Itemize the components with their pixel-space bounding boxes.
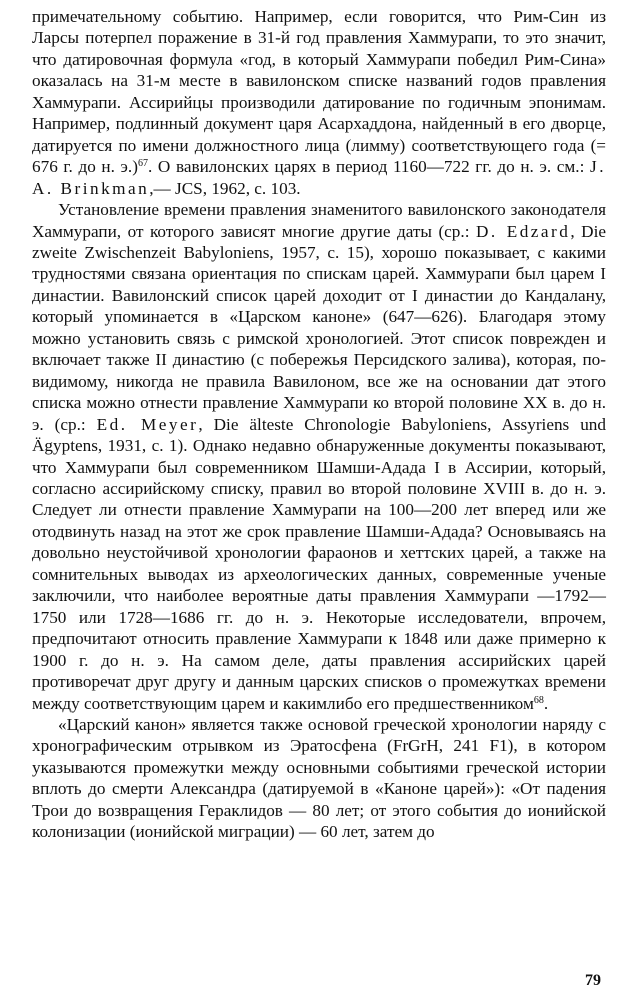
author-name: Ed. Meyer xyxy=(96,414,199,434)
text-run: . О вавилонских царях в период 1160—722 гг. до н. э. см.: xyxy=(147,157,591,177)
body-text xyxy=(32,6,606,843)
paragraph-1 xyxy=(32,6,606,199)
text-run: . xyxy=(543,693,549,713)
text-run: , Die älteste Chronologie Babyloniens, Assyriens und Ägyptens, 1931, с. 1). Однако недавно обнаруженные документы показывают, что Хаммурапи был современником Шамши-Адада I в Ассирии, который, согласно ассирийскому списку, правил во второй половине XVIII в. до н. э. Следует ли отнести правление Хаммурапи на 100—200 лет вперед или же отодвинуть назад на этот же срок правление Шамши-Адада? Основываясь на довольно неустойчивой хронологии фараонов и хеттских царей, а также на сомнительных выводах из археологических данных, современные ученые заключили, что наиболее вероятные даты правления Хаммурапи —1792—1750 или 1728—1686 гг. до н. э. Некоторые исследователи, впрочем, предпочитают относить правление Хаммурапи к 1848 или даже примерно к 1900 г. до н. э. На самом деле, даты правления ассирийских царей противоречат друг другу и данным царских списков о промежутках времени между соответствующим царем и какимлибо его предшественником xyxy=(32,414,606,713)
footnote-ref: 68 xyxy=(533,694,544,706)
text-run: Установление времени правления знаменитого вавилонского законодателя Хаммурапи, от которого зависят многие другие даты (ср.: xyxy=(32,200,606,241)
text-run: , Die zweite Zwischenzeit Babyloniens, 1957, с. 15), хорошо показывает, с какими трудностями связана ориентация по спискам царей. Хаммурапи был царем I династии. Вавилонский список царей доходит от I династии до Кандалану, который упоминается в «Царском каноне» (647—626). Благодаря этому можно установить связь с римской хронологией. Этот список поврежден и включает также II династию (с побережья Персидского залива), которая, по-видимому, никогда не правила Вавилоном, все же на основании дат этого списка можно отнести правление Хаммурапи ко второй половине XX в. до н. э. (ср.: xyxy=(32,221,606,434)
paragraph-2 xyxy=(32,199,606,714)
text-run: примечательному событию. Например, если говорится, что Рим-Син из Ларсы потерпел поражение в 31-й год правления Хаммурапи, то это значит, что датировочная формула «год, в который Хаммурапи победил Рим-Сина» оказалась на 31-м месте в вавилонском списке названий годов правления Хаммурапи. Ассирийцы производили датирование по годичным эпонимам. Например, подлинный документ царя Асархаддона, найденный в его дворце, датируется по имени должностного лица (лимму) соответствующего года (= 676 г. до н. э.) xyxy=(32,7,606,177)
text-run: «Царский канон» является также основой греческой хронологии наряду с хронографическим отрывком из Эратосфена (FrGrH, 241 F1), в котором указываются промежутки между основными событиями греческой истории вплоть до смерти Александра (датируемой в «Каноне царей»): «От падения Трои до возвращения Гераклидов — 80 лет; от этого события до ионийской колонизации (ионийской миграции) — 60 лет, затем до xyxy=(32,714,606,842)
author-name: J. A. Brinkman xyxy=(32,157,607,198)
author-name: D. Edzard xyxy=(475,221,571,241)
paragraph-3 xyxy=(32,714,606,843)
text-run: ,— JCS, 1962, с. 103. xyxy=(149,178,301,198)
footnote-ref: 67 xyxy=(137,158,148,170)
page-number: 79 xyxy=(585,972,601,989)
